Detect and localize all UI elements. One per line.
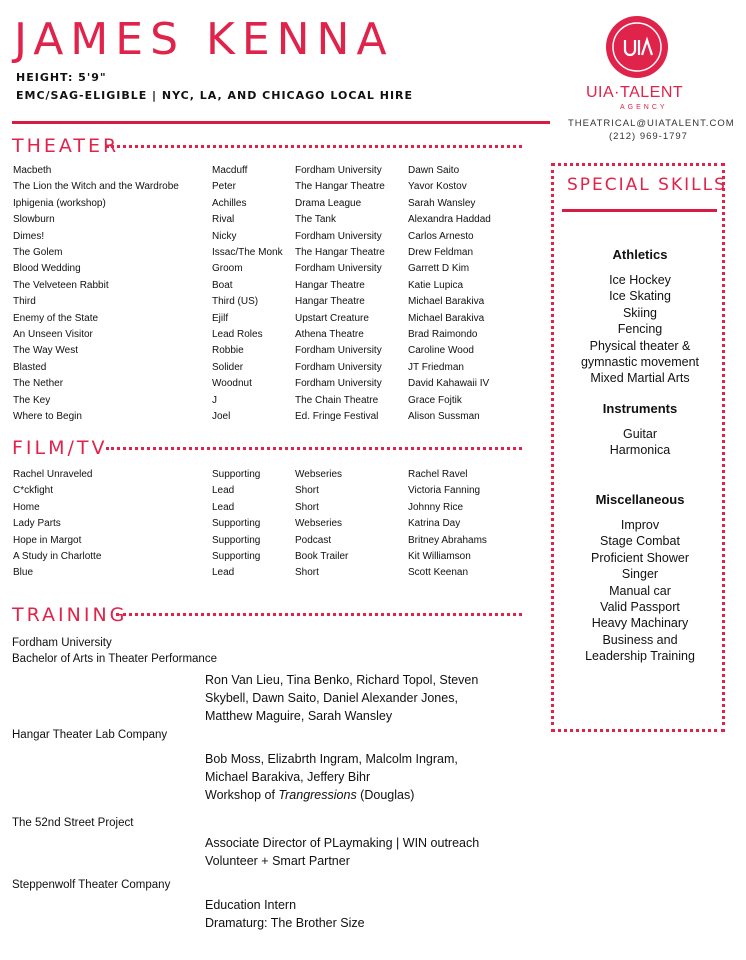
credit-venue: Athena Theatre	[295, 329, 364, 340]
credit-title: The Nether	[13, 378, 64, 390]
table-row	[13, 327, 533, 343]
credit-director: Garrett D Kim	[408, 263, 470, 275]
skill-item: Guitar	[622, 427, 658, 441]
agency-subtitle: AGENCY	[620, 104, 668, 111]
training-teachers-line: Michael Barakiva, Jeffery Bihr	[205, 770, 371, 784]
skill-item: Fencing	[617, 322, 663, 337]
training-dotted-rule	[116, 613, 522, 616]
credit-title: Lady Parts	[13, 518, 61, 530]
table-row	[13, 360, 533, 376]
training-workshop-line	[205, 787, 414, 805]
training-school-steppenwolf: Steppenwolf Theater Company	[12, 879, 171, 891]
credit-role: Groom	[212, 263, 243, 275]
training-school-fordham: Fordham University	[12, 637, 112, 649]
skill-item: Ice Skating	[609, 289, 671, 304]
credit-title: Iphigenia (workshop)	[13, 197, 106, 209]
credit-director: Alexandra Haddad	[408, 214, 491, 226]
credit-director: Brad Raimondo	[408, 329, 478, 340]
credit-venue: Upstart Creature	[295, 312, 369, 324]
skills-title-underline	[562, 209, 717, 212]
credit-role: Lead	[212, 485, 235, 497]
film-tv-heading: FILM/TV	[12, 437, 108, 459]
credit-director: Alison Sussman	[408, 411, 480, 422]
credit-role: J	[212, 394, 217, 406]
film-tv-credits-table	[13, 467, 533, 585]
credit-role: Lead Roles	[212, 329, 263, 340]
training-school-hangar: Hangar Theater Lab Company	[12, 729, 168, 741]
training-teachers-line: Matthew Maguire, Sarah Wansley	[205, 709, 393, 723]
credit-director: Johnny Rice	[408, 501, 464, 513]
credit-director: Michael Barakiva	[408, 296, 485, 308]
credit-role: Joel	[212, 411, 231, 422]
training-role-line: Education Intern	[205, 898, 297, 912]
credit-title: A Study in Charlotte	[13, 551, 102, 562]
credit-title: Slowburn	[13, 214, 55, 226]
credit-venue: Fordham University	[295, 165, 382, 176]
table-row	[13, 311, 533, 327]
credit-role: Rival	[212, 214, 235, 226]
credit-venue: The Chain Theatre	[295, 394, 379, 406]
skill-item: Improv	[620, 518, 660, 532]
table-row	[13, 467, 533, 483]
agency-phone[interactable]: (212) 969-1797	[609, 131, 688, 142]
credit-title: Macbeth	[13, 165, 52, 176]
skills-category-misc: Miscellaneous	[595, 492, 685, 507]
credit-role: Supporting	[212, 518, 261, 530]
training-role-line: Dramaturg: The Brother Size	[205, 916, 365, 930]
credit-role: Achilles	[212, 197, 247, 209]
credit-director: Carlos Arnesto	[408, 230, 474, 242]
credit-venue: Webseries	[295, 518, 343, 530]
credit-role: Macduff	[212, 165, 248, 176]
credit-director: Katie Lupica	[408, 279, 464, 291]
credit-venue: Drama League	[295, 197, 362, 209]
table-row	[13, 376, 533, 392]
skill-item: Leadership Training	[585, 649, 695, 664]
table-row	[13, 500, 533, 516]
credit-director: Drew Feldman	[408, 247, 474, 258]
credit-director: David Kahawaii IV	[408, 378, 490, 390]
skill-item: Harmonica	[609, 443, 671, 458]
credit-director: Yavor Kostov	[408, 181, 467, 193]
credit-director: Caroline Wood	[408, 345, 474, 357]
credit-venue: Hangar Theatre	[295, 279, 365, 291]
credit-title: The Key	[13, 394, 51, 406]
skill-item: Stage Combat	[600, 534, 680, 549]
credit-director: Britney Abrahams	[408, 534, 487, 546]
height-line: HEIGHT: 5'9"	[16, 71, 107, 84]
actor-name: JAMES KENNA	[14, 14, 394, 65]
skill-item: Heavy Machinary	[591, 616, 689, 631]
athletics-list	[553, 272, 727, 387]
credit-venue: The Hangar Theatre	[295, 247, 385, 258]
union-status-line: EMC/SAG-ELIGIBLE | NYC, LA, AND CHICAGO LOCAL HIRE	[16, 89, 414, 102]
credit-venue: Short	[295, 567, 319, 579]
table-row	[13, 294, 533, 310]
credit-director: Victoria Fanning	[408, 485, 481, 497]
credit-title: An Unseen Visitor	[13, 329, 93, 340]
credit-venue: Fordham University	[295, 345, 382, 357]
skill-item: Manual car	[609, 583, 671, 598]
theater-credits-table	[13, 163, 533, 428]
credit-director: Sarah Wansley	[408, 197, 476, 209]
skills-category-instruments: Instruments	[602, 401, 678, 416]
credit-title: Rachel Unraveled	[13, 469, 93, 480]
credit-title: Blasted	[13, 361, 47, 373]
training-teachers-line: Skybell, Dawn Saito, Daniel Alexander Jones,	[205, 691, 458, 705]
credit-venue: Fordham University	[295, 378, 382, 390]
credit-title: Third	[13, 296, 36, 308]
table-row	[13, 409, 533, 425]
film-tv-dotted-rule	[106, 447, 522, 450]
credit-role: Lead	[212, 501, 235, 513]
table-row	[13, 343, 533, 359]
credit-role: Solider	[212, 361, 244, 373]
credit-director: Rachel Ravel	[408, 469, 468, 480]
credit-title: Blood Wedding	[13, 263, 81, 275]
training-teachers-line: Ron Van Lieu, Tina Benko, Richard Topol, Steven	[205, 673, 479, 687]
credit-title: Blue	[13, 567, 34, 579]
theater-dotted-rule	[106, 145, 522, 148]
misc-list	[553, 517, 727, 665]
skill-item: Proficient Shower	[591, 550, 689, 565]
credit-venue: Ed. Fringe Festival	[295, 411, 379, 422]
training-degree-fordham: Bachelor of Arts in Theater Performance	[12, 653, 217, 665]
table-row	[13, 163, 533, 179]
skill-item: Skiing	[622, 305, 658, 320]
skills-category-athletics: Athletics	[612, 247, 668, 262]
skill-item: gymnastic movement	[580, 355, 700, 370]
credit-title: Dimes!	[13, 230, 45, 242]
credit-director: Katrina Day	[408, 518, 461, 530]
credit-role: Ejilf	[212, 312, 229, 324]
credit-director: JT Friedman	[408, 361, 464, 373]
credit-role: Issac/The Monk	[212, 247, 283, 258]
credit-director: Grace Fojtik	[408, 394, 462, 406]
instruments-list	[553, 426, 727, 459]
credit-title: Home	[13, 501, 40, 513]
agency-email[interactable]: THEATRICAL@UIATALENT.COM	[568, 118, 735, 129]
credit-title: The Way West	[13, 345, 79, 357]
credit-title: The Golem	[13, 247, 63, 258]
skill-item: Mixed Martial Arts	[590, 371, 690, 386]
skill-item: Business and	[602, 632, 678, 647]
table-row	[13, 261, 533, 277]
credit-title: The Velveteen Rabbit	[13, 279, 109, 291]
skill-item: Physical theater &	[589, 338, 691, 353]
credit-role: Peter	[212, 181, 236, 193]
workshop-author: (Douglas)	[356, 788, 415, 802]
credit-title: Hope in Margot	[13, 534, 82, 546]
special-skills-title: SPECIAL SKILLS	[567, 175, 727, 195]
agency-wordmark: UIA·TALENT	[586, 84, 684, 101]
table-row	[13, 516, 533, 532]
training-heading: TRAINING	[12, 604, 128, 626]
credit-director: Dawn Saito	[408, 165, 460, 176]
training-school-52nd: The 52nd Street Project	[12, 817, 134, 829]
credit-role: Supporting	[212, 551, 261, 562]
table-row	[13, 533, 533, 549]
theater-heading: THEATER	[12, 135, 120, 157]
header-divider	[12, 121, 550, 124]
credit-venue: Fordham University	[295, 230, 382, 242]
credit-role: Third (US)	[212, 296, 259, 308]
credit-role: Supporting	[212, 469, 261, 480]
table-row	[13, 549, 533, 565]
table-row	[13, 196, 533, 212]
table-row	[13, 393, 533, 409]
credit-venue: Webseries	[295, 469, 343, 480]
uia-logo-icon	[606, 16, 668, 78]
skill-item: Singer	[621, 567, 659, 582]
agency-logo	[606, 16, 668, 78]
training-teachers-line: Bob Moss, Elizabrth Ingram, Malcolm Ingram,	[205, 752, 458, 766]
credit-venue: Fordham University	[295, 361, 382, 373]
table-row	[13, 179, 533, 195]
credit-role: Woodnut	[212, 378, 252, 390]
credit-venue: Short	[295, 485, 319, 497]
credit-venue: Podcast	[295, 534, 332, 546]
credit-role: Robbie	[212, 345, 244, 357]
credit-role: Boat	[212, 279, 233, 291]
skill-item: Valid Passport	[600, 600, 680, 615]
credit-title: C*ckfight	[13, 485, 54, 497]
credit-venue: Fordham University	[295, 263, 382, 275]
credit-role: Supporting	[212, 534, 261, 546]
credit-role: Lead	[212, 567, 235, 579]
training-role-line: Volunteer + Smart Partner	[205, 854, 350, 868]
table-row	[13, 278, 533, 294]
workshop-prefix: Workshop of	[205, 788, 279, 802]
table-row	[13, 229, 533, 245]
table-row	[13, 245, 533, 261]
credit-director: Kit Williamson	[408, 551, 471, 562]
workshop-title: Trangressions	[278, 788, 357, 802]
credit-venue: The Hangar Theatre	[295, 181, 385, 193]
credit-role: Nicky	[212, 230, 237, 242]
table-row	[13, 565, 533, 581]
credit-venue: Book Trailer	[295, 551, 349, 562]
credit-director: Scott Keenan	[408, 567, 469, 579]
training-role-line: Associate Director of PLaymaking | WIN outreach	[205, 836, 480, 850]
skill-item: Ice Hockey	[609, 273, 671, 287]
credit-director: Michael Barakiva	[408, 312, 485, 324]
table-row	[13, 212, 533, 228]
credit-venue: The Tank	[295, 214, 336, 226]
credit-venue: Short	[295, 501, 319, 513]
credit-venue: Hangar Theatre	[295, 296, 365, 308]
credit-title: Enemy of the State	[13, 312, 99, 324]
credit-title: The Lion the Witch and the Wardrobe	[13, 181, 179, 193]
table-row	[13, 483, 533, 499]
credit-title: Where to Begin	[13, 411, 82, 422]
